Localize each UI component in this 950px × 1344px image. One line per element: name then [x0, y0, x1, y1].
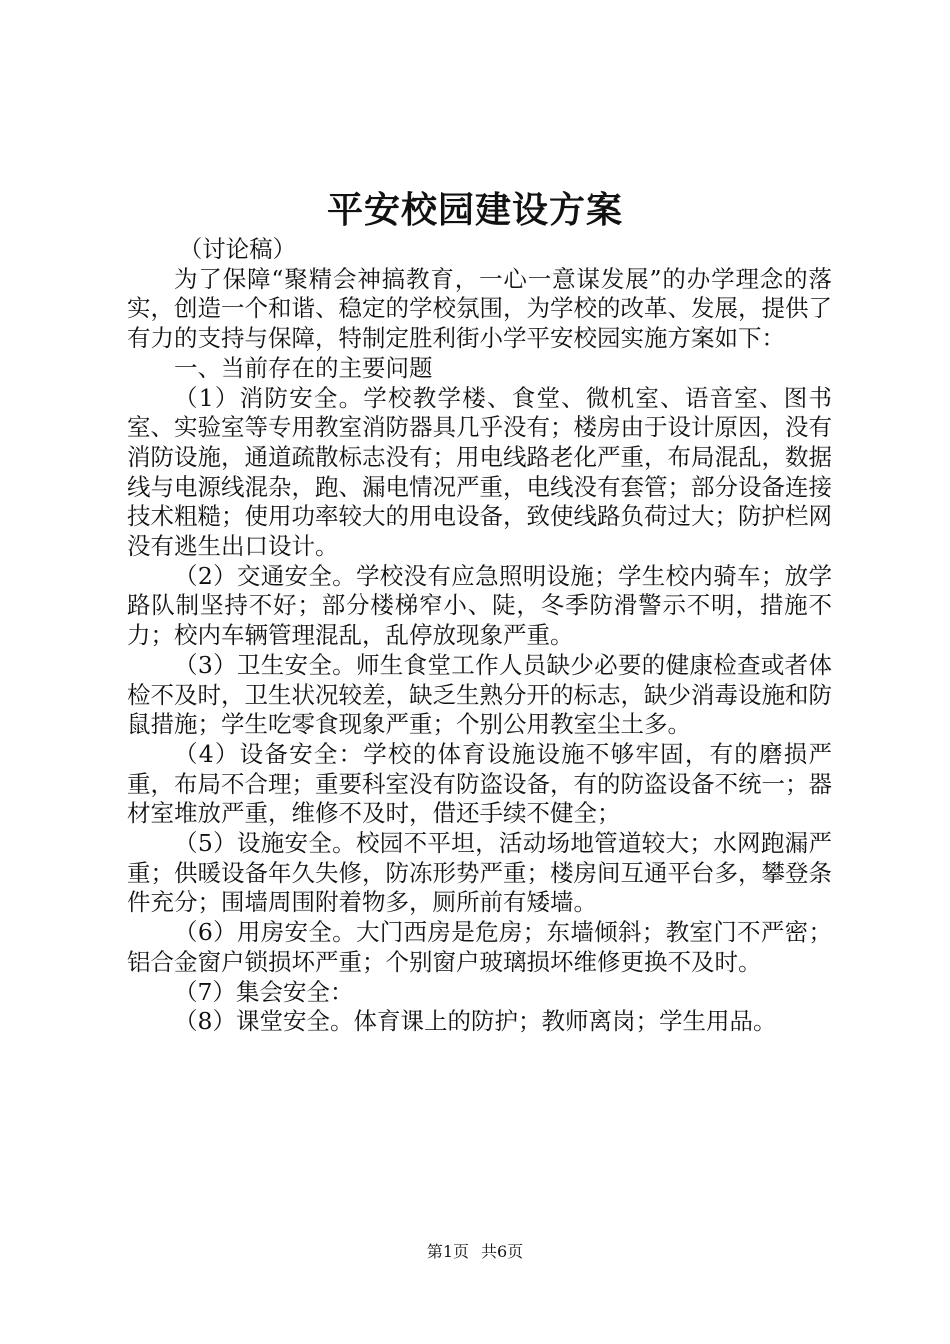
problem-item-classroom-safety: （8）课堂安全。体育课上的防护；教师离岗；学生用品。 — [174, 1007, 777, 1036]
problem-item-assembly-safety: （7）集会安全： — [174, 977, 354, 1006]
intro-paragraph: 为了保障“聚精会神搞教育，一心一意谋发展”的办学理念的落实，创造一个和谐、稳定的学校氛围，为学校的改革、发展，提供了有力的支持与保障，特制定胜利街小学平安校园实施方案如下： — [127, 264, 832, 353]
draft-note: （讨论稿） — [178, 235, 297, 263]
section-heading: 一、当前存在的主要问题 — [174, 353, 433, 382]
document-title: 平安校园建设方案 — [326, 189, 623, 231]
page-number-total: 共6页 — [481, 1242, 524, 1261]
problem-item-facility-safety: （5）设施安全。校园不平坦，活动场地管道较大；水网跑漏严重；供暖设备年久失修，防冻形势严重；楼房间互通平台多，攀登条件充分；围墙周围附着物多，厕所前有矮墙。 — [127, 829, 832, 917]
problem-item-traffic-safety: （2）交通安全。学校没有应急照明设施；学生校内骑车；放学路队制坚持不好；部分楼梯窄小、陡，冬季防滑警示不明，措施不力；校内车辆管理混乱，乱停放现象严重。 — [127, 561, 832, 650]
problem-item-building-safety: （6）用房安全。大门西房是危房；东墙倾斜；教室门不严密；铝合金窗户锁损坏严重；个别窗户玻璃损坏维修更换不及时。 — [127, 918, 832, 976]
page-number-current: 第1页 — [426, 1242, 469, 1261]
problem-item-fire-safety: （1）消防安全。学校教学楼、食堂、微机室、语音室、图书室、实验室等专用教室消防器具几乎没有；楼房由于设计原因，没有消防设施，通道疏散标志没有；用电线路老化严重，布局混乱，数据线与电源线混杂，跑、漏电情况严重，电线没有套管；部分设备连接技术粗糙；使用功率较大的用电设备，致使线路负荷过大；防护栏网没有逃生出口设计。 — [127, 383, 832, 561]
problem-item-equipment-safety: （4）设备安全：学校的体育设施设施不够牢固，有的磨损严重，布局不合理；重要科室没有防盗设备，有的防盗设备不统一；器材室堆放严重，维修不及时，借还手续不健全； — [127, 739, 832, 828]
page-footer — [0, 1240, 950, 1264]
problem-item-hygiene-safety: （3）卫生安全。师生食堂工作人员缺少必要的健康检查或者体检不及时，卫生状况较差，缺乏生熟分开的标志，缺少消毒设施和防鼠措施；学生吃零食现象严重；个别公用教室尘土多。 — [127, 650, 832, 739]
document-body — [127, 235, 832, 1037]
